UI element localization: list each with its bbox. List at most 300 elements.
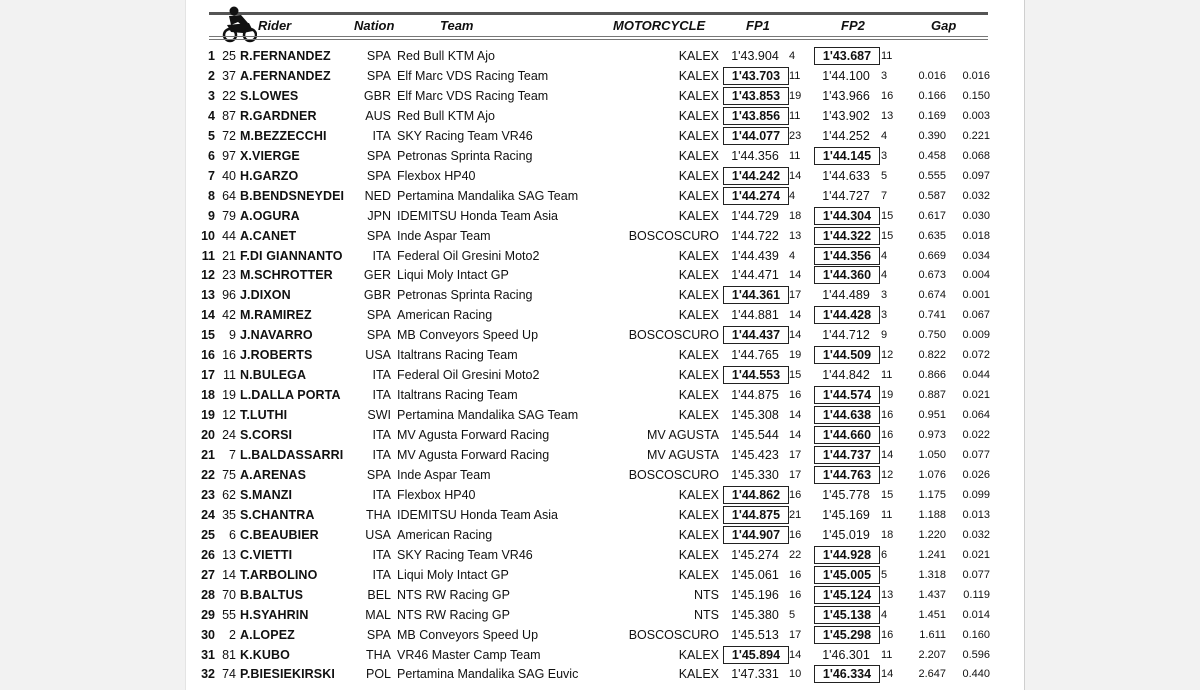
fp1-time: 1'45.330 <box>731 467 779 482</box>
position: 22 <box>201 467 215 482</box>
fp1-time: 1'45.544 <box>731 428 779 443</box>
gap-to-previous: 0.021 <box>962 389 990 402</box>
team-name: Italtrans Racing Team <box>397 388 518 403</box>
fp2-lap: 14 <box>881 668 894 681</box>
team-name: American Racing <box>397 527 493 542</box>
fp1-time: 1'44.875 <box>723 506 789 524</box>
gap-to-previous: 0.032 <box>962 189 990 202</box>
gap-to-first: 0.617 <box>918 209 946 222</box>
rider-number: 62 <box>222 487 236 502</box>
rider-name: A.LOPEZ <box>240 627 295 642</box>
position: 13 <box>201 288 215 303</box>
team-name: NTS RW Racing GP <box>397 587 510 602</box>
team-name: Italtrans Racing Team <box>397 348 518 363</box>
table-row <box>185 106 1025 126</box>
team-name: Flexbox HP40 <box>397 487 476 502</box>
gap-to-previous: 0.067 <box>962 309 990 322</box>
rider-number: 75 <box>222 467 236 482</box>
motorcycle: KALEX <box>678 108 719 123</box>
motorcycle: KALEX <box>678 567 719 582</box>
gap-to-first: 0.669 <box>918 249 946 262</box>
rider-number: 37 <box>222 68 236 83</box>
fp1-time: 1'45.423 <box>731 448 779 462</box>
table-row <box>185 246 1025 266</box>
rider-name: C.BEAUBIER <box>240 527 319 542</box>
team-name: Liqui Moly Intact GP <box>397 268 509 283</box>
fp2-lap: 4 <box>881 249 888 262</box>
fp2-lap: 16 <box>881 409 894 422</box>
rider-name: J.NAVARRO <box>240 328 313 343</box>
gap-to-first: 1.611 <box>919 628 946 641</box>
table-row <box>185 585 1025 605</box>
gap-to-previous: 0.034 <box>962 249 990 262</box>
rider-number: 35 <box>222 507 236 522</box>
fp2-time: 1'44.842 <box>822 368 870 383</box>
rider-name: B.BENDSNEYDEI <box>240 188 345 203</box>
fp2-time: 1'45.005 <box>814 566 880 584</box>
nation-code: GBR <box>363 288 391 303</box>
fp1-time: 1'44.356 <box>731 148 779 163</box>
gap-to-first: 1.050 <box>918 449 946 461</box>
header-fp2: FP2 <box>841 18 865 33</box>
gap-to-first: 0.016 <box>918 69 946 82</box>
rider-name: L.BALDASSARRI <box>240 448 344 462</box>
fp2-lap: 5 <box>881 169 888 182</box>
motorcycle: KALEX <box>678 507 719 522</box>
fp2-time: 1'44.712 <box>822 328 870 343</box>
gap-to-previous: 0.099 <box>962 488 990 501</box>
motorcycle: KALEX <box>678 408 719 423</box>
rider-name: S.CORSI <box>240 428 293 443</box>
fp2-time: 1'44.633 <box>822 168 870 183</box>
fp1-time: 1'44.862 <box>723 486 789 504</box>
fp1-time: 1'44.765 <box>731 348 779 363</box>
table-row <box>185 465 1025 485</box>
rider-number: 72 <box>222 128 236 143</box>
fp1-lap: 17 <box>789 628 802 641</box>
fp1-time: 1'43.856 <box>723 107 789 125</box>
fp1-lap: 14 <box>789 429 802 442</box>
table-row <box>185 605 1025 625</box>
gap-to-previous: 0.026 <box>962 468 990 481</box>
nation-code: SPA <box>366 627 391 642</box>
rider-name: A.ARENAS <box>240 467 307 482</box>
position: 15 <box>201 328 215 343</box>
table-row <box>185 66 1025 86</box>
nation-code: SPA <box>366 308 391 323</box>
nation-code: ITA <box>372 547 391 562</box>
motorcycle: KALEX <box>678 308 719 323</box>
position: 24 <box>201 507 215 522</box>
gap-to-previous: 0.097 <box>962 169 990 182</box>
nation-code: ITA <box>372 448 391 462</box>
team-name: MB Conveyors Speed Up <box>397 328 539 343</box>
fp1-time: 1'45.061 <box>731 567 779 582</box>
fp1-time: 1'43.904 <box>731 49 779 63</box>
fp1-time: 1'44.471 <box>731 268 779 283</box>
gap-to-first: 0.887 <box>918 389 946 402</box>
team-name: Federal Oil Gresini Moto2 <box>397 248 540 263</box>
fp1-lap: 11 <box>789 149 801 162</box>
fp1-lap: 4 <box>789 50 796 62</box>
fp1-time: 1'44.881 <box>731 308 779 323</box>
motorcycle: BOSCOSCURO <box>628 627 719 642</box>
fp2-lap: 15 <box>881 229 894 242</box>
fp2-lap: 4 <box>881 608 888 621</box>
fp1-time: 1'43.853 <box>723 87 789 105</box>
gap-to-first: 1.318 <box>918 568 946 581</box>
nation-code: ITA <box>372 388 391 403</box>
rider-name: T.ARBOLINO <box>240 567 318 582</box>
fp1-lap: 14 <box>789 309 802 322</box>
table-row <box>185 126 1025 146</box>
position: 20 <box>201 428 215 443</box>
nation-code: USA <box>365 348 391 363</box>
gap-to-previous: 0.119 <box>963 588 990 601</box>
gap-to-previous: 0.596 <box>962 648 990 661</box>
motorcycle: NTS <box>694 587 719 602</box>
team-name: Pertamina Mandalika SAG Team <box>397 188 579 203</box>
header-team: Team <box>440 18 474 33</box>
fp1-time: 1'44.439 <box>731 248 779 263</box>
fp2-time: 1'45.778 <box>822 487 870 502</box>
team-name: Red Bull KTM Ajo <box>397 108 495 123</box>
gap-to-previous: 0.004 <box>962 269 990 282</box>
fp1-lap: 4 <box>789 249 796 262</box>
fp2-time: 1'46.334 <box>814 665 880 683</box>
table-row <box>185 625 1025 645</box>
nation-code: BEL <box>367 587 391 602</box>
motorcycle: KALEX <box>678 248 719 263</box>
rider-number: 44 <box>222 228 236 243</box>
motorcycle: KALEX <box>678 667 719 682</box>
nation-code: SPA <box>366 49 391 63</box>
fp1-time: 1'44.875 <box>731 388 779 403</box>
position: 18 <box>201 388 215 403</box>
fp2-time: 1'44.428 <box>814 306 880 324</box>
fp2-lap: 18 <box>881 528 894 541</box>
rider-name: A.CANET <box>240 228 297 243</box>
fp2-time: 1'44.356 <box>814 247 880 265</box>
position: 3 <box>208 88 215 103</box>
team-name: Inde Aspar Team <box>397 467 491 482</box>
motorcycle: BOSCOSCURO <box>628 228 719 243</box>
rider-number: 42 <box>222 308 236 323</box>
nation-code: GBR <box>363 88 391 103</box>
position: 26 <box>201 547 215 562</box>
gap-to-previous: 0.077 <box>962 449 990 461</box>
rider-name: M.SCHROTTER <box>240 268 333 283</box>
fp1-lap: 14 <box>789 409 802 422</box>
motorcycle: NTS <box>694 607 719 622</box>
motorcycle: KALEX <box>678 348 719 363</box>
rider-number: 96 <box>222 288 236 303</box>
position: 10 <box>201 228 215 243</box>
motorcycle: KALEX <box>678 148 719 163</box>
rider-number: 14 <box>222 567 236 582</box>
rider-number: 74 <box>222 667 236 682</box>
gap-to-previous: 0.440 <box>962 668 990 681</box>
rider-number: 87 <box>222 108 236 123</box>
team-name: SKY Racing Team VR46 <box>397 547 533 562</box>
fp2-time: 1'43.966 <box>822 88 870 103</box>
fp1-lap: 14 <box>789 169 802 182</box>
table-row <box>185 166 1025 186</box>
table-row <box>185 545 1025 565</box>
team-name: IDEMITSU Honda Team Asia <box>397 208 558 223</box>
gap-to-previous: 0.014 <box>962 608 990 621</box>
rider-number: 81 <box>222 647 236 662</box>
rider-name: H.GARZO <box>240 168 299 183</box>
rider-name: S.MANZI <box>240 487 293 502</box>
table-row <box>185 425 1025 445</box>
team-name: Red Bull KTM Ajo <box>397 49 495 63</box>
fp1-lap: 14 <box>789 329 802 342</box>
motorcycle: KALEX <box>678 88 719 103</box>
fp2-time: 1'45.019 <box>822 527 870 542</box>
gap-to-previous: 0.150 <box>962 89 990 102</box>
fp1-time: 1'45.308 <box>731 408 779 423</box>
position: 32 <box>201 667 215 682</box>
rider-number: 40 <box>222 168 236 183</box>
position: 7 <box>208 168 215 183</box>
table-row <box>185 86 1025 106</box>
fp1-lap: 21 <box>789 508 802 521</box>
rider-name: P.BIESIEKIRSKI <box>240 667 335 682</box>
fp2-lap: 12 <box>881 349 894 362</box>
fp2-lap: 15 <box>881 488 894 501</box>
gap-to-first: 2.647 <box>918 668 946 681</box>
fp2-time: 1'43.902 <box>822 108 870 123</box>
team-name: VR46 Master Camp Team <box>397 647 541 662</box>
fp2-time: 1'44.763 <box>814 466 880 484</box>
gap-to-previous: 0.009 <box>962 329 990 342</box>
fp1-lap: 17 <box>789 449 802 461</box>
nation-code: ITA <box>372 567 391 582</box>
fp1-lap: 11 <box>789 109 801 122</box>
rider-name: A.OGURA <box>240 208 300 223</box>
gap-to-first: 0.750 <box>918 329 946 342</box>
position: 16 <box>201 348 215 363</box>
fp2-time: 1'44.928 <box>814 546 880 564</box>
rider-number: 70 <box>222 587 236 602</box>
motorcycle: MV AGUSTA <box>646 448 719 462</box>
rider-number: 23 <box>222 268 236 283</box>
rider-number: 64 <box>222 188 236 203</box>
gap-to-first: 1.188 <box>918 508 946 521</box>
fp1-time: 1'45.196 <box>731 587 779 602</box>
table-row <box>185 186 1025 206</box>
fp2-lap: 11 <box>881 648 893 661</box>
motorcycle: KALEX <box>678 208 719 223</box>
table-row <box>185 146 1025 166</box>
nation-code: SPA <box>366 68 391 83</box>
rider-name: R.GARDNER <box>240 108 317 123</box>
motorcycle: KALEX <box>678 168 719 183</box>
position: 30 <box>201 627 215 642</box>
fp1-lap: 19 <box>789 89 802 102</box>
rider-number: 7 <box>229 448 236 462</box>
header-bottom-rule-2 <box>209 39 988 40</box>
gap-to-first: 0.822 <box>918 349 946 362</box>
gap-to-previous: 0.021 <box>962 548 990 561</box>
fp2-lap: 11 <box>881 508 893 521</box>
motorcycle: KALEX <box>678 68 719 83</box>
table-row <box>185 385 1025 405</box>
motorcycle: MV AGUSTA <box>646 428 719 443</box>
team-name: Liqui Moly Intact GP <box>397 567 509 582</box>
fp1-time: 1'44.729 <box>731 208 779 223</box>
table-row <box>185 265 1025 285</box>
table-row <box>185 505 1025 525</box>
nation-code: ITA <box>372 428 391 443</box>
gap-to-previous: 0.077 <box>962 568 990 581</box>
rider-number: 11 <box>223 368 236 383</box>
position: 11 <box>201 248 215 263</box>
rider-name: T.LUTHI <box>240 408 288 423</box>
position: 14 <box>201 308 215 323</box>
fp1-lap: 23 <box>789 129 802 142</box>
gap-to-previous: 0.221 <box>962 129 990 142</box>
gap-to-previous: 0.068 <box>962 149 990 162</box>
team-name: MB Conveyors Speed Up <box>397 627 539 642</box>
motorcycle: BOSCOSCURO <box>628 328 719 343</box>
fp1-lap: 16 <box>789 588 802 601</box>
motorcycle: KALEX <box>678 288 719 303</box>
gap-to-first: 1.175 <box>918 488 946 501</box>
nation-code: SPA <box>366 228 391 243</box>
rider-name: M.BEZZECCHI <box>240 128 327 143</box>
gap-to-first: 0.866 <box>918 369 946 382</box>
rider-name: A.FERNANDEZ <box>240 68 331 83</box>
fp2-lap: 13 <box>881 588 894 601</box>
team-name: Elf Marc VDS Racing Team <box>397 68 549 83</box>
fp2-lap: 3 <box>881 289 888 302</box>
header-fp1: FP1 <box>746 18 770 33</box>
table-row <box>185 405 1025 425</box>
fp2-time: 1'44.360 <box>814 266 880 284</box>
team-name: Pertamina Mandalika SAG Team <box>397 408 579 423</box>
table-row <box>185 325 1025 345</box>
gap-to-previous: 0.072 <box>962 349 990 362</box>
position: 31 <box>201 647 215 662</box>
fp1-lap: 10 <box>789 668 802 681</box>
fp2-lap: 4 <box>881 129 888 142</box>
gap-to-first: 0.951 <box>918 409 946 422</box>
fp1-lap: 19 <box>789 349 802 362</box>
position: 29 <box>201 607 215 622</box>
gap-to-previous: 0.044 <box>962 369 990 382</box>
gap-to-previous: 0.032 <box>962 528 990 541</box>
rider-name: K.KUBO <box>240 647 290 662</box>
fp2-lap: 3 <box>881 149 888 162</box>
rider-name: L.DALLA PORTA <box>240 388 341 403</box>
position: 6 <box>208 148 215 163</box>
fp2-time: 1'44.727 <box>822 188 870 203</box>
team-name: MV Agusta Forward Racing <box>397 428 550 443</box>
fp1-time: 1'43.703 <box>723 67 789 85</box>
position: 21 <box>201 448 215 462</box>
fp2-time: 1'45.124 <box>814 586 880 604</box>
motorcycle: KALEX <box>678 527 719 542</box>
table-row <box>185 445 1025 465</box>
gap-to-first: 0.587 <box>918 189 946 202</box>
team-name: Pertamina Mandalika SAG Euvic <box>397 667 579 682</box>
fp2-lap: 3 <box>881 309 888 322</box>
fp2-time: 1'43.687 <box>814 47 880 65</box>
gap-to-previous: 0.022 <box>962 429 990 442</box>
nation-code: ITA <box>372 128 391 143</box>
fp1-time: 1'47.331 <box>731 667 779 682</box>
fp1-lap: 16 <box>789 528 802 541</box>
rider-name: R.FERNANDEZ <box>240 49 331 63</box>
position: 17 <box>201 368 215 383</box>
nation-code: SPA <box>366 467 391 482</box>
fp2-time: 1'44.489 <box>822 288 870 303</box>
header-bottom-rule <box>209 36 988 37</box>
fp1-time: 1'44.907 <box>723 526 789 544</box>
position: 1 <box>208 49 215 63</box>
table-row <box>185 365 1025 385</box>
fp1-time: 1'45.513 <box>731 627 779 642</box>
team-name: Petronas Sprinta Racing <box>397 148 533 163</box>
fp1-lap: 14 <box>789 269 802 282</box>
gap-to-previous: 0.018 <box>962 229 990 242</box>
team-name: Federal Oil Gresini Moto2 <box>397 368 540 383</box>
fp1-time: 1'44.361 <box>723 286 789 304</box>
fp2-time: 1'44.509 <box>814 346 880 364</box>
fp1-time: 1'44.274 <box>723 187 789 205</box>
table-row <box>185 345 1025 365</box>
team-name: Elf Marc VDS Racing Team <box>397 88 549 103</box>
fp2-lap: 14 <box>881 449 894 461</box>
nation-code: NED <box>364 188 391 203</box>
fp2-lap: 11 <box>881 50 893 62</box>
gap-to-first: 1.241 <box>918 548 946 561</box>
nation-code: POL <box>365 667 391 682</box>
fp2-lap: 16 <box>881 628 894 641</box>
gap-to-first: 1.220 <box>918 528 946 541</box>
header-motorcycle: MOTORCYCLE <box>613 18 706 33</box>
team-name: IDEMITSU Honda Team Asia <box>397 507 558 522</box>
fp2-time: 1'46.301 <box>822 647 870 662</box>
motorcycle: KALEX <box>678 368 719 383</box>
rider-number: 9 <box>229 328 236 343</box>
fp2-lap: 16 <box>881 89 894 102</box>
rider-name: H.SYAHRIN <box>240 607 309 622</box>
motorcycle: KALEX <box>678 487 719 502</box>
position: 28 <box>201 587 215 602</box>
table-row <box>185 485 1025 505</box>
rider-number: 2 <box>229 627 236 642</box>
rider-name: C.VIETTI <box>240 547 293 562</box>
team-name: American Racing <box>397 308 493 323</box>
fp2-lap: 7 <box>881 189 888 202</box>
rider-number: 16 <box>222 348 236 363</box>
rider-number: 19 <box>222 388 236 403</box>
fp2-lap: 13 <box>881 109 894 122</box>
nation-code: GER <box>363 268 391 283</box>
nation-code: SPA <box>366 148 391 163</box>
position: 23 <box>201 487 215 502</box>
gap-to-previous: 0.003 <box>962 109 990 122</box>
rider-name: F.DI GIANNANTO <box>240 248 343 263</box>
fp2-lap: 4 <box>881 269 888 282</box>
table-row <box>185 206 1025 226</box>
fp2-time: 1'44.252 <box>822 128 870 143</box>
fp1-lap: 17 <box>789 289 802 302</box>
gap-to-first: 0.166 <box>918 89 946 102</box>
